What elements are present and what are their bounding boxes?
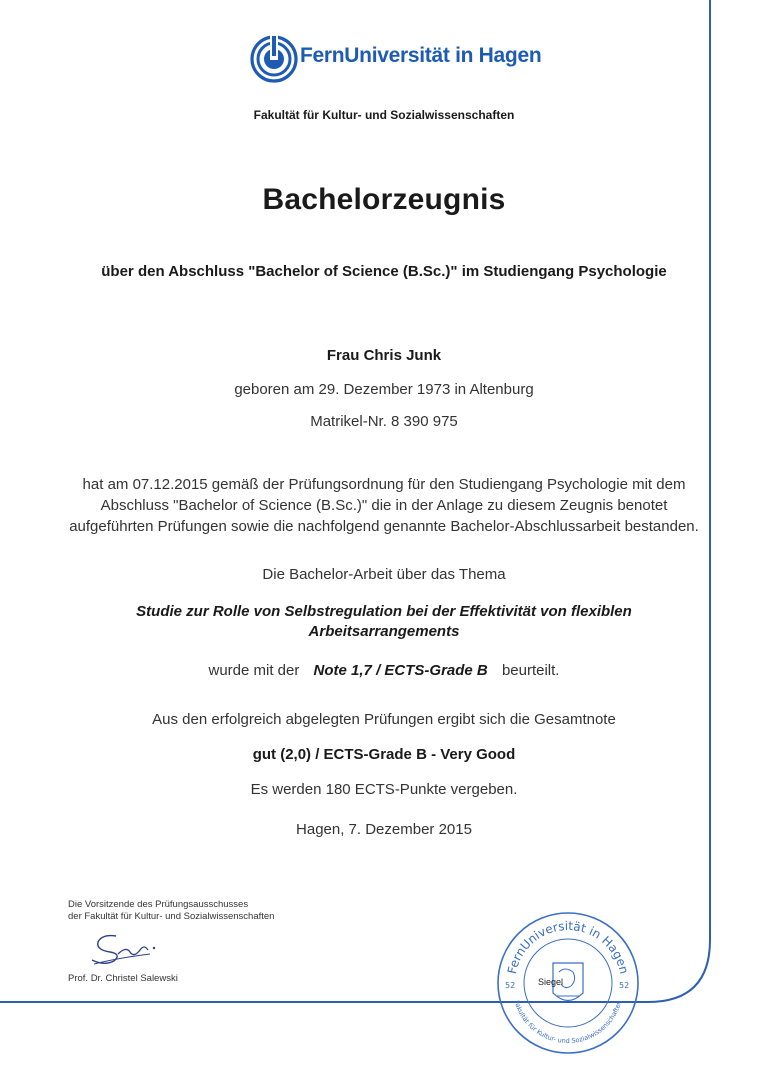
signatory-role: [68, 899, 274, 923]
ects-points: Es werden 180 ECTS-Punkte vergeben.: [250, 781, 518, 798]
svg-text:FernUniversität in Hagen: FernUniversität in Hagen: [504, 918, 632, 976]
svg-text:Fakultät für Kultur- und Sozia: Fakultät für Kultur- und Sozialwissenschaften: [512, 999, 624, 1045]
svg-text:52: 52: [505, 981, 516, 990]
overall-grade: gut (2,0) / ECTS-Grade B - Very Good: [252, 746, 516, 763]
university-name: FernUniversität in Hagen: [300, 44, 542, 67]
signatory-role-line2: der Fakultät für Kultur- und Sozialwissenschaften: [68, 911, 275, 922]
matrikel-number: Matrikel-Nr. 8 390 975: [310, 413, 458, 430]
thesis-title: Studie zur Rolle von Selbstregulation bei der Effektivität von flexiblen Arbeitsarrangements: [136, 603, 632, 640]
svg-text:52: 52: [619, 981, 630, 990]
university-logo: [250, 34, 542, 86]
birth-line: geboren am 29. Dezember 1973 in Altenburg: [234, 381, 534, 398]
signatory-role-line1: Die Vorsitzende des Prüfungsausschusses: [68, 899, 249, 910]
thesis-intro: Die Bachelor-Arbeit über das Thema: [262, 566, 506, 583]
grade-suffix: beurteilt.: [501, 662, 560, 679]
handwritten-signature: [88, 928, 178, 968]
faculty-name: Fakultät für Kultur- und Sozialwissenschaften: [253, 108, 515, 122]
overall-grade-intro: Aus den erfolgreich abgelegten Prüfungen ergibt sich die Gesamtnote: [152, 711, 616, 728]
holder-name: Frau Chris Junk: [326, 347, 442, 364]
thesis-grade-line: [0, 662, 768, 679]
seal-label: Siegel: [538, 977, 564, 987]
degree-subtitle: über den Abschluss "Bachelor of Science (B.Sc.)" im Studiengang Psychologie: [101, 263, 667, 280]
signatory-name: Prof. Dr. Christel Salewski: [68, 973, 178, 984]
exam-statement: hat am 07.12.2015 gemäß der Prüfungsordnung für den Studiengang Psychologie mit dem Abschluss "Bachelor of Science (B.Sc.)" die in der Anlage zu diesem Zeugnis benotet aufgeführten Prüfungen sowie die nachfolgend genannte Bachelor-Abschlussarbeit bestanden.: [69, 476, 699, 535]
grade-prefix: wurde mit der: [208, 662, 300, 679]
thesis-grade: Note 1,7 / ECTS-Grade B: [313, 662, 488, 679]
official-seal: [493, 908, 643, 1058]
place-date: Hagen, 7. Dezember 2015: [296, 821, 472, 838]
document-title: Bachelorzeugnis: [262, 183, 506, 216]
fernuni-logo-icon: [250, 34, 298, 84]
